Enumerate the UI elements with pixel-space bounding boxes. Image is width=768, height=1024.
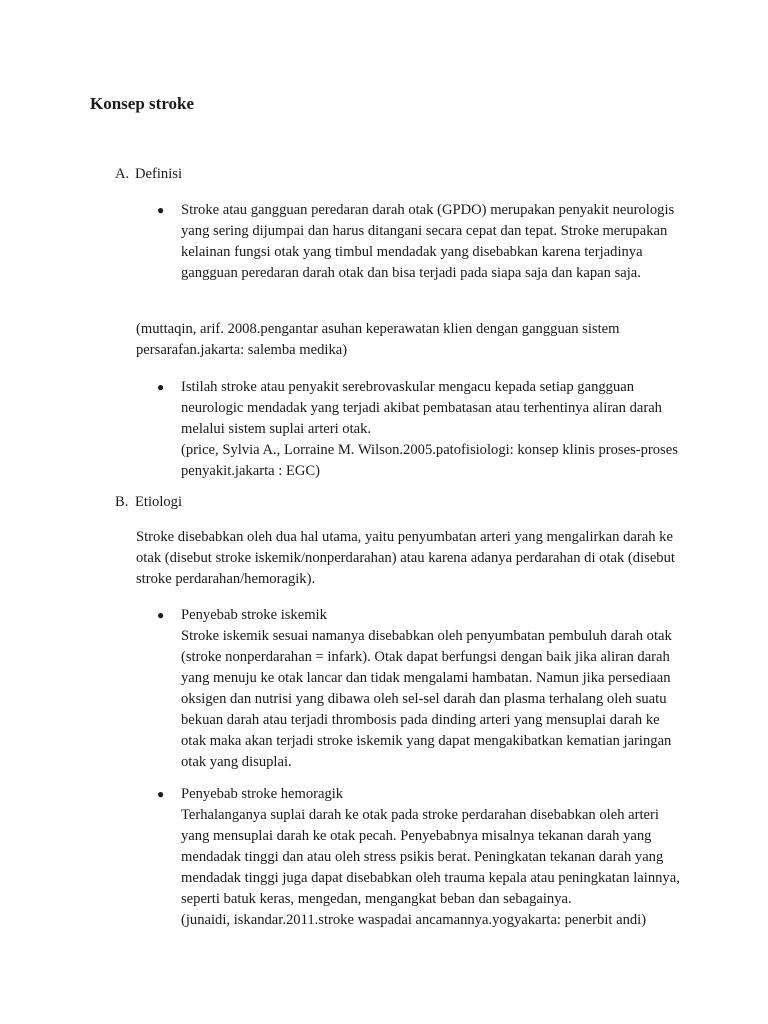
section-heading-etiologi — [115, 492, 182, 513]
list-item-title: Penyebab stroke iskemik — [181, 607, 327, 623]
list-item-text: Stroke atau gangguan peredaran darah otak (GPDO) merupakan penyakit neurologis yang sering dijumpai dan harus ditangani secara cepat dan tepat. Stroke merupakan kelainan fungsi otak yang timbul mendadak yang disebabkan karena terjadinya gangguan peredaran darah otak dan bisa terjadi pada siapa saja dan kapan saja. — [181, 202, 675, 281]
list-item-iskemik — [157, 605, 687, 773]
list-item-title: Penyebab stroke hemoragik — [181, 786, 344, 802]
citation-price: (price, Sylvia A., Lorraine M. Wilson.2005.patofisiologi: konsep klinis proses-proses penyakit.jakarta : EGC) — [181, 442, 678, 479]
list-item-text: Terhalanganya suplai darah ke otak pada stroke perdarahan disebabkan oleh arteri yang mensuplai darah ke otak pecah. Penyebabnya misalnya tekanan darah yang mendadak tinggi dan atau oleh stress psikis berat. Peningkatan tekanan darah yang mendadak tinggi juga dapat disebabkan oleh trauma kepala atau peningkatan lainnya, seperti batuk keras, mengedan, mengangkat beban dan sebagainya. — [181, 807, 680, 907]
list-item-hemoragik — [157, 784, 687, 931]
section-heading-text: Definisi — [135, 166, 183, 182]
bullet-icon: ● — [157, 608, 165, 622]
citation-junaidi: (junaidi, iskandar.2011.stroke waspadai ancamannya.yogyakarta: penerbit andi) — [181, 912, 647, 928]
citation-muttaqin: (muttaqin, arif. 2008.pengantar asuhan keperawatan klien dengan gangguan sistem persarafan.jakarta: salemba medika) — [136, 321, 620, 358]
document-title: Konsep stroke — [90, 94, 195, 113]
list-item-text: Stroke iskemik sesuai namanya disebabkan oleh penyumbatan pembuluh darah otak (stroke nonperdarahan = infark). Otak dapat berfungsi dengan baik jika aliran darah yang menuju ke otak lancar dan tidak mengalami hambatan. Namun jika persediaan oksigen dan nutrisi yang dibawa oleh sel-sel darah dan plasma terhalang oleh suatu bekuan darah atau terjadi thrombosis pada dinding arteri yang mensuplai darah ke otak maka akan terjadi stroke iskemik yang dapat mengakibatkan kematian jaringan otak yang disuplai. — [181, 628, 672, 770]
bullet-icon: ● — [157, 203, 165, 217]
section-letter: A. — [115, 166, 130, 182]
list-item-text: Istilah stroke atau penyakit serebrovaskular mengacu kepada setiap gangguan neurologic mendadak yang terjadi akibat pembatasan atau terhentinya aliran darah melalui sistem suplai arteri otak. — [181, 379, 662, 437]
list-item-definisi-1 — [157, 200, 687, 284]
etiologi-intro: Stroke disebabkan oleh dua hal utama, yaitu penyumbatan arteri yang mengalirkan darah ke otak (disebut stroke iskemik/nonperdarahan) atau karena adanya perdarahan di otak (disebut stroke perdarahan/hemoragik). — [136, 529, 675, 587]
section-heading-text: Etiologi — [135, 494, 183, 510]
bullet-icon: ● — [157, 380, 165, 394]
list-item-definisi-2 — [157, 377, 687, 482]
section-heading-definisi — [115, 164, 182, 185]
section-letter: B. — [115, 494, 129, 510]
bullet-icon: ● — [157, 787, 165, 801]
